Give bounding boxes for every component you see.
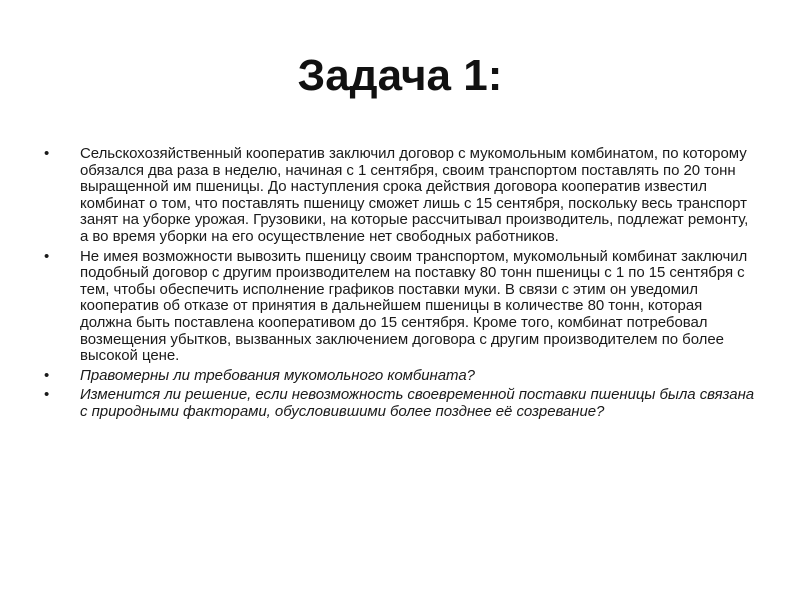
bullet-list <box>44 146 756 424</box>
bullet-item-3 <box>44 368 756 385</box>
bullet-icon: • <box>44 145 50 162</box>
slide-title: Задача 1: <box>297 51 503 100</box>
bullet-icon: • <box>44 366 50 384</box>
bullet-item-2 <box>44 249 756 365</box>
bullet-item-4 <box>44 387 756 420</box>
bullet-icon: • <box>44 386 50 404</box>
bullet-text-4: Изменится ли решение, если невозможность своевременной поставки пшеницы была связана с природными факторами, обусловившими более позднее её созревание? <box>80 386 755 420</box>
bullet-text-3: Правомерны ли требования мукомольного комбината? <box>80 366 475 384</box>
bullet-text-1: Сельскохозяйственный кооператив заключил договор с мукомольным комбинатом, по которому обязался два раза в неделю, начиная с 1 сентября, своим транспортом поставлять по 20 тонн выращенной им пшеницы. До наступления срока действия договора кооператив известил комбинат о том, что поставлять пшеницу сможет лишь с 15 сентября, поскольку весь транспорт занят на уборке урожая. Грузовики, на которые рассчитывал производитель, подлежат ремонту, а во время уборки на его осуществление нет свободных работников. <box>80 145 749 245</box>
bullet-item-1 <box>44 146 756 246</box>
bullet-icon: • <box>44 247 50 265</box>
bullet-text-2: Не имея возможности вывозить пшеницу своим транспортом, мукомольный комбинат заключил подобный договор с другим производителем на поставку 80 тонн пшеницы с 1 по 15 сентября с тем, чтобы обеспечить исполнение графиков поставки муки. В связи с этим он уведомил кооператив об отказе от принятия в дальнейшем пшеницы в количестве 80 тонн, которая должна быть поставлена кооперативом до 15 сентября. Кроме того, комбинат потребовал возмещения убытков, вызванных заключением договора с другим производителем по более высокой цене. <box>80 247 748 365</box>
